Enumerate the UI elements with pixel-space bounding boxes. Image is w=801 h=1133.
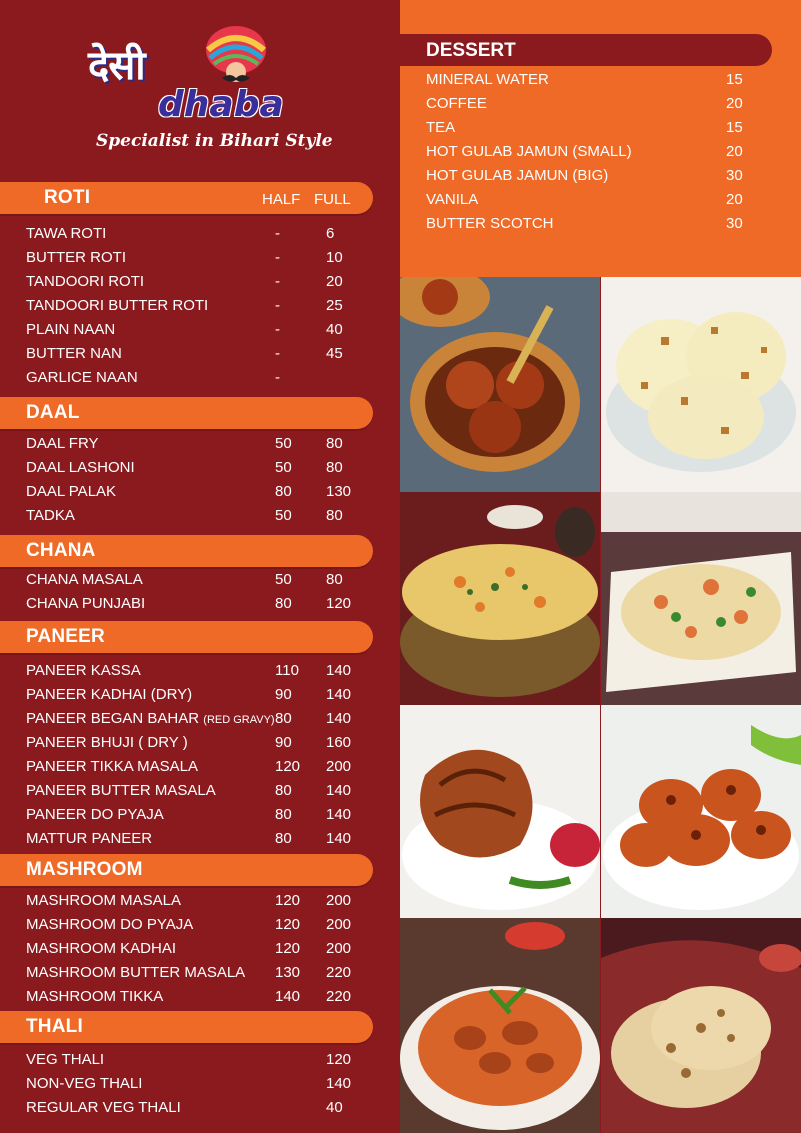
item-price-full: 140 xyxy=(326,662,352,679)
item-price-full: 120 xyxy=(326,595,352,612)
dessert-item-row xyxy=(426,215,756,239)
item-price-half: - xyxy=(275,249,280,266)
item-price-full: 80 xyxy=(326,435,343,452)
item-price-half: 90 xyxy=(275,686,292,703)
section-title: ROTI xyxy=(44,187,91,208)
dessert-item-row xyxy=(426,143,756,167)
menu-item-row xyxy=(26,1075,366,1099)
menu-item-row xyxy=(26,806,366,830)
item-name-text: MASHROOM BUTTER MASALA xyxy=(26,964,246,981)
item-price-half: 130 xyxy=(275,964,301,981)
item-price-half: - xyxy=(275,345,280,362)
section-title: CHANA xyxy=(26,540,96,561)
item-name: MINERAL WATER xyxy=(426,71,549,88)
item-price-half: - xyxy=(275,225,280,242)
menu-item-row xyxy=(26,758,366,782)
item-name-text: PANEER DO PYAJA xyxy=(26,806,164,823)
gulab-jamun-photo xyxy=(400,277,600,492)
item-price-full: 200 xyxy=(326,916,352,933)
logo-hindi-text: देसी xyxy=(88,42,145,89)
menu-item-row xyxy=(26,595,366,619)
dessert-item-row xyxy=(426,191,756,215)
item-name xyxy=(26,483,116,500)
item-name: HOT GULAB JAMUN (BIG) xyxy=(426,167,609,184)
menu-item-row xyxy=(26,345,366,369)
menu-item-row xyxy=(26,369,366,393)
item-price-full: 140 xyxy=(326,686,352,703)
item-price-full: 80 xyxy=(326,507,343,524)
item-name-text: PANEER KADHAI (DRY) xyxy=(26,686,193,703)
item-price-half: - xyxy=(275,273,280,290)
item-name-text: PANEER BUTTER MASALA xyxy=(26,782,216,799)
item-price-half: 90 xyxy=(275,734,292,751)
item-name-text: PANEER TIKKA MASALA xyxy=(26,758,199,775)
item-price-full: 80 xyxy=(326,571,343,588)
menu-item-row xyxy=(26,297,366,321)
item-price-half: 80 xyxy=(275,830,292,847)
item-name xyxy=(26,734,188,751)
item-price-full: 140 xyxy=(326,1075,352,1092)
column-header-half: HALF xyxy=(262,191,301,208)
naan-basket-photo xyxy=(601,918,801,1133)
item-price-half: - xyxy=(275,369,280,386)
section-title: THALI xyxy=(26,1016,83,1037)
menu-item-row xyxy=(26,1099,366,1123)
item-price-full: 25 xyxy=(326,297,343,314)
item-name-text: PANEER KASSA xyxy=(26,662,141,679)
item-name-text: TANDOORI ROTI xyxy=(26,273,145,290)
item-name xyxy=(26,435,99,452)
item-name: BUTTER SCOTCH xyxy=(426,215,554,232)
item-price-full: 40 xyxy=(326,321,343,338)
item-name-text: DAAL LASHONI xyxy=(26,459,135,476)
section-title: PANEER xyxy=(26,626,105,647)
item-name xyxy=(26,369,138,386)
item-name xyxy=(26,830,152,847)
item-price-half: 120 xyxy=(275,892,301,909)
section-header-paneer xyxy=(0,621,373,653)
menu-item-row xyxy=(26,225,366,249)
section-header-thali xyxy=(0,1011,373,1043)
item-price-full: 130 xyxy=(326,483,352,500)
item-price-half: 110 xyxy=(275,662,299,679)
tandoori-chicken-photo xyxy=(400,705,600,918)
item-name xyxy=(26,686,192,703)
item-price: 15 xyxy=(726,71,743,88)
item-price-full: 200 xyxy=(326,758,352,775)
menu-item-row xyxy=(26,662,366,686)
item-price-full: 140 xyxy=(326,710,352,727)
item-name xyxy=(26,758,198,775)
item-name-text: DAAL PALAK xyxy=(26,483,117,500)
item-price-full: 140 xyxy=(326,782,352,799)
menu-item-row xyxy=(26,273,366,297)
menu-item-row xyxy=(26,964,366,988)
menu-item-row xyxy=(26,830,366,854)
item-name xyxy=(26,459,135,476)
item-price-half: 50 xyxy=(275,459,292,476)
item-name xyxy=(26,782,216,799)
item-name xyxy=(26,710,275,727)
item-name-text: PLAIN NAAN xyxy=(26,321,116,338)
menu-item-row xyxy=(26,916,366,940)
item-name-text: NON-VEG THALI xyxy=(26,1075,143,1092)
item-price-half: 120 xyxy=(275,940,301,957)
section-title: DAAL xyxy=(26,402,80,423)
item-name: TEA xyxy=(426,119,456,136)
item-price-half: 140 xyxy=(275,988,301,1005)
item-name: HOT GULAB JAMUN (SMALL) xyxy=(426,143,632,160)
item-price-half: 80 xyxy=(275,483,292,500)
item-name-text: MATTUR PANEER xyxy=(26,830,153,847)
menu-item-row xyxy=(26,782,366,806)
menu-item-row xyxy=(26,249,366,273)
item-price-half: 80 xyxy=(275,710,292,727)
item-price-full: 220 xyxy=(326,964,352,981)
item-name xyxy=(26,345,122,362)
item-name-text: MASHROOM KADHAI xyxy=(26,940,177,957)
item-name-text: REGULAR VEG THALI xyxy=(26,1099,181,1116)
menu-item-row xyxy=(26,483,366,507)
item-name-text: PANEER BHUJI ( DRY ) xyxy=(26,734,188,751)
item-price-half: 80 xyxy=(275,782,292,799)
item-price: 30 xyxy=(726,167,743,184)
item-price: 30 xyxy=(726,215,743,232)
item-price: 15 xyxy=(726,119,743,136)
item-name-text: BUTTER ROTI xyxy=(26,249,126,266)
item-name xyxy=(26,940,176,957)
item-price-full: 140 xyxy=(326,806,352,823)
section-header-dessert xyxy=(400,34,772,66)
item-name xyxy=(26,662,141,679)
item-name xyxy=(26,806,164,823)
menu-item-row xyxy=(26,571,366,595)
item-price-full: 160 xyxy=(326,734,352,751)
chicken-tikka-photo xyxy=(601,705,801,918)
section-title: DESSERT xyxy=(426,40,516,61)
item-price-full: 20 xyxy=(326,273,343,290)
item-price-half: 50 xyxy=(275,435,292,452)
item-name: COFFEE xyxy=(426,95,487,112)
item-name-text: CHANA PUNJABI xyxy=(26,595,146,612)
item-name xyxy=(26,892,181,909)
item-name-text: TADKA xyxy=(26,507,75,524)
item-name-text: PANEER BEGAN BAHAR xyxy=(26,710,204,727)
dessert-item-row xyxy=(426,119,756,143)
item-name xyxy=(26,225,106,242)
item-price-half: - xyxy=(275,321,280,338)
menu-item-row xyxy=(26,686,366,710)
menu-item-row xyxy=(26,321,366,345)
item-price-full: 200 xyxy=(326,940,352,957)
menu-item-row xyxy=(26,892,366,916)
item-name xyxy=(26,297,208,314)
item-price-half: 50 xyxy=(275,507,292,524)
item-name xyxy=(26,595,145,612)
item-name-text: BUTTER NAN xyxy=(26,345,122,362)
section-title: MASHROOM xyxy=(26,859,143,880)
menu-item-row xyxy=(26,507,366,531)
item-name xyxy=(26,1051,104,1068)
item-price-half: 120 xyxy=(275,758,301,775)
item-price-full: 45 xyxy=(326,345,343,362)
item-name xyxy=(26,964,245,981)
item-price-full: 200 xyxy=(326,892,352,909)
menu-item-row xyxy=(26,988,366,1012)
tagline: Specialist in Bihari Style xyxy=(96,131,333,151)
item-price-half: - xyxy=(275,297,280,314)
item-price-half: 50 xyxy=(275,571,292,588)
item-name xyxy=(26,507,75,524)
item-name xyxy=(26,988,163,1005)
item-name-text: TAWA ROTI xyxy=(26,225,107,242)
item-name xyxy=(26,1099,181,1116)
turban-icon xyxy=(198,22,272,86)
item-price-half: 80 xyxy=(275,806,292,823)
item-price: 20 xyxy=(726,143,743,160)
menu-item-row xyxy=(26,710,366,734)
item-name-text: MASHROOM TIKKA xyxy=(26,988,164,1005)
item-price-half: 80 xyxy=(275,595,292,612)
item-price-full: 10 xyxy=(326,249,343,266)
dessert-item-row xyxy=(426,95,756,119)
item-price: 20 xyxy=(726,191,743,208)
section-header-chana xyxy=(0,535,373,567)
item-name-text: GARLICE NAAN xyxy=(26,369,138,386)
menu-item-row xyxy=(26,459,366,483)
item-name-text: TANDOORI BUTTER ROTI xyxy=(26,297,209,314)
item-name xyxy=(26,571,143,588)
dessert-item-row xyxy=(426,167,756,191)
item-name xyxy=(26,273,144,290)
item-price-full: 220 xyxy=(326,988,352,1005)
column-header-full: FULL xyxy=(314,191,351,208)
section-header-daal xyxy=(0,397,373,429)
item-name: VANILA xyxy=(426,191,479,208)
menu-item-row xyxy=(26,435,366,459)
dessert-item-row xyxy=(426,71,756,95)
item-name xyxy=(26,321,115,338)
section-header-mashroom xyxy=(0,854,373,886)
item-price-full: 6 xyxy=(326,225,335,242)
item-name-text: MASHROOM DO PYAJA xyxy=(26,916,194,933)
logo-english-text: dhaba xyxy=(158,84,284,125)
item-price-full: 80 xyxy=(326,459,343,476)
item-name-text: MASHROOM MASALA xyxy=(26,892,182,909)
item-name-text: VEG THALI xyxy=(26,1051,105,1068)
item-name xyxy=(26,249,126,266)
veg-biryani-photo xyxy=(601,492,801,705)
item-price-full: 140 xyxy=(326,830,352,847)
item-price: 20 xyxy=(726,95,743,112)
item-price-full: 40 xyxy=(326,1099,343,1116)
ice-cream-photo xyxy=(601,277,801,492)
item-name-text: DAAL FRY xyxy=(26,435,99,452)
menu-item-row xyxy=(26,734,366,758)
menu-item-row xyxy=(26,1051,366,1075)
menu-item-row xyxy=(26,940,366,964)
item-name-text: CHANA MASALA xyxy=(26,571,143,588)
biryani-pot-photo xyxy=(400,492,600,705)
curry-photo xyxy=(400,918,600,1133)
item-price-full: 120 xyxy=(326,1051,352,1068)
item-price-half: 120 xyxy=(275,916,301,933)
section-header-roti xyxy=(0,182,373,214)
item-note: (RED GRAVY) xyxy=(203,714,275,726)
item-name xyxy=(26,1075,142,1092)
item-name xyxy=(26,916,193,933)
